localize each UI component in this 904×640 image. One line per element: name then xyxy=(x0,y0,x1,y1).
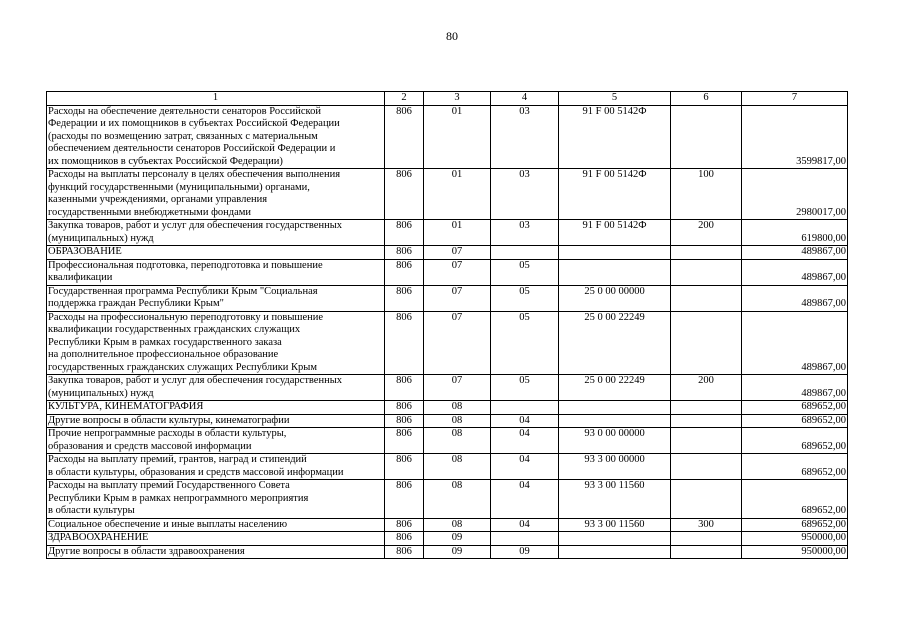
expense-type-cell xyxy=(671,532,742,546)
amount-cell: 689652,00 xyxy=(742,414,848,428)
ministry-code-cell: 806 xyxy=(385,518,424,532)
target-article-cell xyxy=(559,414,671,428)
section-code-cell: 08 xyxy=(424,454,491,480)
ministry-code-cell: 806 xyxy=(385,414,424,428)
expense-type-cell xyxy=(671,311,742,375)
target-article-cell: 91 F 00 5142Ф xyxy=(559,169,671,220)
expense-name-cell: Расходы на выплату премий Государственного Совета Республики Крым в рамках непрограммного мероприятия в области культуры xyxy=(47,480,385,519)
subsection-code-cell xyxy=(491,532,559,546)
subsection-code-cell: 05 xyxy=(491,285,559,311)
amount-cell: 950000,00 xyxy=(742,545,848,559)
amount-cell: 689652,00 xyxy=(742,518,848,532)
ministry-code-cell: 806 xyxy=(385,428,424,454)
ministry-code-cell: 806 xyxy=(385,311,424,375)
amount-cell: 619800,00 xyxy=(742,220,848,246)
subsection-code-cell: 05 xyxy=(491,311,559,375)
table-row xyxy=(47,311,848,375)
subsection-code-cell: 04 xyxy=(491,480,559,519)
amount-cell: 3599817,00 xyxy=(742,105,848,169)
table-row xyxy=(47,414,848,428)
section-code-cell: 07 xyxy=(424,259,491,285)
ministry-code-cell: 806 xyxy=(385,246,424,260)
target-article-cell: 93 3 00 11560 xyxy=(559,518,671,532)
subsection-code-cell: 03 xyxy=(491,220,559,246)
table-row xyxy=(47,545,848,559)
subsection-code-cell xyxy=(491,401,559,415)
target-article-cell: 25 0 00 22249 xyxy=(559,375,671,401)
expense-type-cell xyxy=(671,414,742,428)
ministry-code-cell: 806 xyxy=(385,480,424,519)
subsection-code-cell: 04 xyxy=(491,454,559,480)
target-article-cell: 25 0 00 00000 xyxy=(559,285,671,311)
section-code-cell: 08 xyxy=(424,518,491,532)
target-article-cell xyxy=(559,545,671,559)
expense-name-cell: Расходы на профессиональную переподготовку и повышение квалификации государственных гражданских служащих Республики Крым в рамках государственного заказа на дополнительное профессиональное образование государственных гражданских служащих Республики Крым xyxy=(47,311,385,375)
subsection-code-cell: 09 xyxy=(491,545,559,559)
table-row xyxy=(47,454,848,480)
ministry-code-cell: 806 xyxy=(385,375,424,401)
amount-cell: 489867,00 xyxy=(742,311,848,375)
section-code-cell: 08 xyxy=(424,428,491,454)
amount-cell: 489867,00 xyxy=(742,285,848,311)
target-article-cell: 91 F 00 5142Ф xyxy=(559,105,671,169)
section-code-cell: 08 xyxy=(424,401,491,415)
ministry-code-cell: 806 xyxy=(385,285,424,311)
subsection-code-cell: 05 xyxy=(491,375,559,401)
expense-name-cell: ОБРАЗОВАНИЕ xyxy=(47,246,385,260)
expense-name-cell: Прочие непрограммные расходы в области культуры, образования и средств массовой информации xyxy=(47,428,385,454)
target-article-cell xyxy=(559,246,671,260)
target-article-cell: 93 3 00 00000 xyxy=(559,454,671,480)
section-code-cell: 08 xyxy=(424,480,491,519)
section-code-cell: 08 xyxy=(424,414,491,428)
ministry-code-cell: 806 xyxy=(385,259,424,285)
column-header: 5 xyxy=(559,92,671,106)
table-header-row xyxy=(47,92,848,106)
table-row xyxy=(47,259,848,285)
section-code-cell: 09 xyxy=(424,532,491,546)
column-header: 4 xyxy=(491,92,559,106)
section-code-cell: 09 xyxy=(424,545,491,559)
expense-type-cell xyxy=(671,454,742,480)
table-row xyxy=(47,480,848,519)
amount-cell: 489867,00 xyxy=(742,375,848,401)
expense-type-cell xyxy=(671,246,742,260)
table-row xyxy=(47,246,848,260)
amount-cell: 2980017,00 xyxy=(742,169,848,220)
amount-cell: 689652,00 xyxy=(742,454,848,480)
section-code-cell: 01 xyxy=(424,220,491,246)
column-header: 1 xyxy=(47,92,385,106)
ministry-code-cell: 806 xyxy=(385,169,424,220)
target-article-cell xyxy=(559,532,671,546)
table-row xyxy=(47,220,848,246)
amount-cell: 489867,00 xyxy=(742,259,848,285)
table-row xyxy=(47,285,848,311)
subsection-code-cell xyxy=(491,246,559,260)
expense-type-cell: 300 xyxy=(671,518,742,532)
table-row xyxy=(47,518,848,532)
subsection-code-cell: 04 xyxy=(491,428,559,454)
expense-name-cell: Другие вопросы в области культуры, кинематографии xyxy=(47,414,385,428)
expense-name-cell: Расходы на выплату премий, грантов, наград и стипендий в области культуры, образования и средств массовой информации xyxy=(47,454,385,480)
ministry-code-cell: 806 xyxy=(385,105,424,169)
amount-cell: 489867,00 xyxy=(742,246,848,260)
target-article-cell: 25 0 00 22249 xyxy=(559,311,671,375)
expense-name-cell: КУЛЬТУРА, КИНЕМАТОГРАФИЯ xyxy=(47,401,385,415)
column-header: 3 xyxy=(424,92,491,106)
target-article-cell xyxy=(559,259,671,285)
table-body xyxy=(47,92,848,559)
target-article-cell: 93 0 00 00000 xyxy=(559,428,671,454)
section-code-cell: 01 xyxy=(424,105,491,169)
expense-name-cell: Расходы на обеспечение деятельности сенаторов Российской Федерации и их помощников в субъектах Российской Федерации (расходы по возмещению затрат, связанных с материальным обеспечением деятельности сенаторов Российской Федерации и их помощников в субъектах Российской Федерации) xyxy=(47,105,385,169)
column-header: 7 xyxy=(742,92,848,106)
section-code-cell: 07 xyxy=(424,285,491,311)
expense-type-cell xyxy=(671,285,742,311)
section-code-cell: 07 xyxy=(424,246,491,260)
table-row xyxy=(47,401,848,415)
section-code-cell: 07 xyxy=(424,375,491,401)
table-row xyxy=(47,375,848,401)
expense-name-cell: ЗДРАВООХРАНЕНИЕ xyxy=(47,532,385,546)
target-article-cell xyxy=(559,401,671,415)
expense-name-cell: Другие вопросы в области здравоохранения xyxy=(47,545,385,559)
section-code-cell: 07 xyxy=(424,311,491,375)
amount-cell: 689652,00 xyxy=(742,428,848,454)
amount-cell: 689652,00 xyxy=(742,480,848,519)
expense-name-cell: Государственная программа Республики Крым "Социальная поддержка граждан Республики Крым" xyxy=(47,285,385,311)
subsection-code-cell: 05 xyxy=(491,259,559,285)
expense-name-cell: Социальное обеспечение и иные выплаты населению xyxy=(47,518,385,532)
amount-cell: 950000,00 xyxy=(742,532,848,546)
subsection-code-cell: 04 xyxy=(491,518,559,532)
expense-name-cell: Закупка товаров, работ и услуг для обеспечения государственных (муниципальных) нужд xyxy=(47,375,385,401)
expense-name-cell: Расходы на выплаты персоналу в целях обеспечения выполнения функций государственными (муниципальными) органами, казенными учреждениями, органами управления государственными внебюджетными фондами xyxy=(47,169,385,220)
expense-type-cell xyxy=(671,259,742,285)
subsection-code-cell: 03 xyxy=(491,169,559,220)
expense-type-cell: 200 xyxy=(671,375,742,401)
ministry-code-cell: 806 xyxy=(385,454,424,480)
subsection-code-cell: 03 xyxy=(491,105,559,169)
subsection-code-cell: 04 xyxy=(491,414,559,428)
expense-name-cell: Закупка товаров, работ и услуг для обеспечения государственных (муниципальных) нужд xyxy=(47,220,385,246)
table-row xyxy=(47,105,848,169)
page-number: 80 xyxy=(446,29,458,43)
ministry-code-cell: 806 xyxy=(385,401,424,415)
ministry-code-cell: 806 xyxy=(385,545,424,559)
table-row xyxy=(47,532,848,546)
target-article-cell: 91 F 00 5142Ф xyxy=(559,220,671,246)
table-row xyxy=(47,428,848,454)
section-code-cell: 01 xyxy=(424,169,491,220)
expense-type-cell: 200 xyxy=(671,220,742,246)
target-article-cell: 93 3 00 11560 xyxy=(559,480,671,519)
budget-table xyxy=(46,91,848,559)
expense-type-cell xyxy=(671,545,742,559)
expense-name-cell: Профессиональная подготовка, переподготовка и повышение квалификации xyxy=(47,259,385,285)
amount-cell: 689652,00 xyxy=(742,401,848,415)
expense-type-cell: 100 xyxy=(671,169,742,220)
column-header: 2 xyxy=(385,92,424,106)
table-row xyxy=(47,169,848,220)
column-header: 6 xyxy=(671,92,742,106)
ministry-code-cell: 806 xyxy=(385,220,424,246)
expense-type-cell xyxy=(671,105,742,169)
expense-type-cell xyxy=(671,428,742,454)
expense-type-cell xyxy=(671,401,742,415)
ministry-code-cell: 806 xyxy=(385,532,424,546)
expense-type-cell xyxy=(671,480,742,519)
